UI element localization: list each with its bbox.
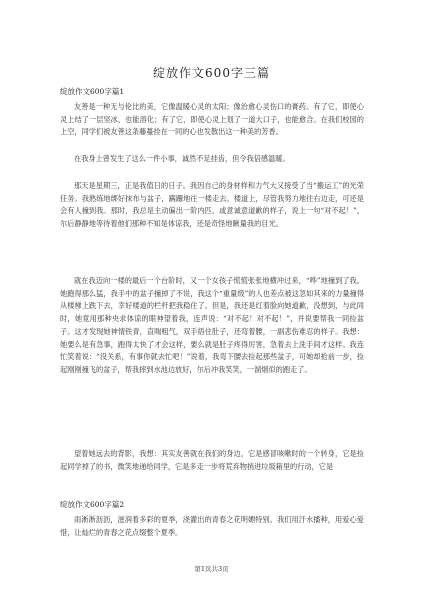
paragraph: 友善是一种无与伦比的美，它像温暖心灵的太阳；像治愈心灵伤口的膏药。有了它，即使心灵上结了一层坚冰，也能溶化；有了它，即使心灵上划了一道大口子，也能愈合。在我们校园的上空，同学们被友善这条藤蔓拴在一同的心也发散出这一种美的芳香。: [60, 102, 364, 137]
page-title: 绽放作文600字三篇: [153, 66, 270, 80]
paragraph: 雨淅淅沥沥，滋润着多彩的夏季，浇灌出的青春之花明媚特别。我们用汗水播种，用爱心爱惜，让灿烂的青春之花点缀整个夏季。: [60, 515, 364, 537]
section-heading-2: 绽放作文600字篇2: [60, 500, 125, 509]
paragraph: 就在我迈向一楼的最后一个台阶时，又一个女孩子慌慌张张地横冲过来，“哗”地撞到了我。她跑得那么猛，我手中的盆子撞掉了不说，我这个“重量级”的人也差点被这忽如其来的力量撞得从楼梯上跌下去，幸好楼道的栏杆把我稳住了。但是，我还是红着脸向她道歉，没想到，与此同时，她竟用那种央求体谅的眼神望着我，连声说：“对不起！对不起！”，并说要帮我一同捡盆子。这才发现她神情铁青，直喘粗气，双手捂住肚子，还弯着腰，一副悲伤难忍的样子。我想：她要么是有急事，跑得太快了才会这样，要么就是肚子疼得厉害，急着去上洗手间才这样。我连忙笑着说：“没关系，有事你就去忙吧！”说着，我弯下腰去捡起那些盆子，可她却抢前一步，捡起刚刚撞飞的盆子，帮我摔到水池边放好，尔后冲我笑笑，一溜烟似的跑走了。: [60, 276, 364, 374]
paragraph: 在我身上曾发生了这么一件小事，诚然不足挂齿，但令我倍感温暖。: [74, 154, 290, 163]
section-heading-1: 绽放作文600字篇1: [60, 87, 125, 96]
paragraph: 那天是星期三，正是我值日的日子。我因自己的身材样和力气大又接受了当“搬运工”的光荣任务。我熟练地绑好抹布与盆子，蹒跚地往一楼走去。楼道上，尽管我努力地往右边走，可还是会有人撞到我。那时，我总是主动偏出一阶内匹，或意诚意道歉的样子，说上一句“对不起！”，尔后静静地等待着他们那种不知是体谅我，还是奇怪地瞅量我的目光。: [60, 181, 364, 229]
page-footer: 第1页共3页: [194, 565, 229, 573]
paragraph: 望着她远去的背影，我想：其实友善就在我们的身边，它是感冒咳嗽时的一个转身，它是捡起同学掉了的书，微笑地递给同学，它是多走一步将荒弃物捎进垃圾箱里的行动，它是: [60, 449, 364, 471]
